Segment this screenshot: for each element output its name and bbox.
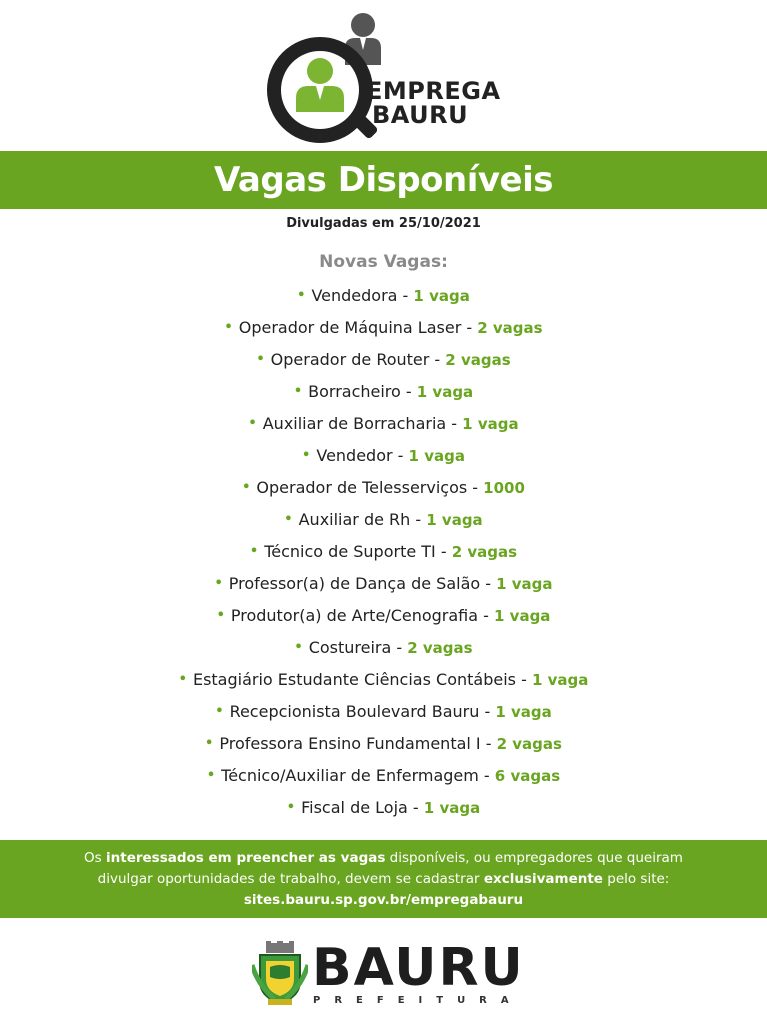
job-item: • Técnico de Suporte TI - 2 vagas [249, 542, 518, 561]
brand-subtitle: PREFEITURA [313, 995, 523, 1006]
bullet-icon: • [242, 480, 251, 495]
bullet-icon: • [206, 768, 216, 783]
prefeitura-brand [0, 936, 767, 1016]
info-bold-text: interessados em preencher as vagas [106, 850, 386, 866]
job-item: • Produtor(a) de Arte/Cenografia - 1 vaga [216, 606, 551, 625]
job-role: Vendedora [311, 286, 398, 305]
job-quantity: 2 vagas [496, 735, 562, 753]
job-item: • Estagiário Estudante Ciências Contábeis - 1 vaga [178, 670, 589, 689]
job-quantity: 1 vaga [496, 575, 553, 593]
job-quantity: 2 vagas [445, 351, 511, 369]
job-role: Operador de Router [270, 350, 430, 369]
bullet-icon: • [248, 416, 257, 431]
job-role: Recepcionista Boulevard Bauru [229, 702, 480, 721]
job-quantity: 1 vaga [416, 383, 474, 401]
bullet-icon: • [249, 544, 259, 559]
info-text: Os [84, 850, 106, 866]
job-item: • Professor(a) de Dança de Salão - 1 vaga [214, 574, 553, 593]
job-quantity: 1 vaga [495, 703, 552, 721]
job-item: • Operador de Telesserviços - 1000 [242, 478, 525, 497]
job-role: Fiscal de Loja [301, 798, 408, 817]
job-role: Operador de Telesserviços [256, 478, 468, 497]
job-role: Professor(a) de Dança de Salão [228, 574, 481, 593]
publish-date: Divulgadas em 25/10/2021 [286, 216, 481, 231]
job-role: Auxiliar de Borracharia [262, 414, 447, 433]
job-role: Auxiliar de Rh [298, 510, 411, 529]
bullet-icon: • [178, 672, 187, 687]
job-role: Professora Ensino Fundamental I [219, 734, 481, 753]
info-line-3 [0, 890, 767, 911]
job-quantity: 1 vaga [426, 511, 483, 529]
job-item: • Auxiliar de Rh - 1 vaga [284, 510, 483, 529]
job-item: • Operador de Máquina Laser - 2 vagas [224, 318, 543, 337]
bullet-icon: • [286, 800, 296, 815]
bullet-icon: • [294, 640, 303, 655]
logo-line-2: BAURU [372, 101, 469, 129]
job-item: • Fiscal de Loja - 1 vaga [286, 798, 481, 817]
job-item: • Vendedora - 1 vaga [297, 286, 470, 305]
bullet-icon: • [302, 448, 311, 463]
bullet-icon: • [297, 288, 306, 303]
job-quantity: 2 vagas [407, 639, 473, 657]
info-line-1 [0, 848, 767, 869]
job-quantity: 1 vaga [408, 447, 465, 465]
job-item: • Professora Ensino Fundamental I - 2 vagas [205, 734, 562, 753]
brand-name: BAURU [312, 938, 525, 998]
info-banner [0, 840, 767, 918]
job-role: Técnico/Auxiliar de Enfermagem [221, 766, 479, 785]
job-quantity: 1 vaga [413, 287, 470, 305]
job-quantity: 1 vaga [462, 415, 519, 433]
job-item: • Recepcionista Boulevard Bauru - 1 vaga [215, 702, 552, 721]
job-item: • Vendedor - 1 vaga [302, 446, 465, 465]
job-role: Borracheiro [308, 382, 401, 401]
job-role: Vendedor [316, 446, 393, 465]
site-link[interactable]: sites.bauru.sp.gov.br/empregabauru [243, 892, 524, 908]
job-role: Técnico de Suporte TI [264, 542, 436, 561]
info-text: pelo site: [602, 871, 670, 887]
logo-line-1: EMPREGA [366, 77, 501, 105]
job-list [0, 282, 767, 826]
logo-wordmark [366, 79, 501, 127]
bullet-icon: • [215, 704, 224, 719]
info-line-2 [0, 869, 767, 890]
job-role: Estagiário Estudante Ciências Contábeis [192, 670, 516, 689]
job-quantity: 1000 [483, 479, 525, 497]
job-item: • Técnico/Auxiliar de Enfermagem - 6 vagas [206, 766, 561, 785]
bullet-icon: • [224, 320, 233, 335]
job-item: • Operador de Router - 2 vagas [256, 350, 511, 369]
job-item: • Auxiliar de Borracharia - 1 vaga [248, 414, 519, 433]
city-crest-icon [252, 941, 308, 1007]
bullet-icon: • [293, 384, 303, 399]
job-quantity: 2 vagas [477, 319, 543, 337]
job-quantity: 1 vaga [423, 799, 481, 817]
job-role: Produtor(a) de Arte/Cenografia [230, 606, 479, 625]
job-item: • Costureira - 2 vagas [294, 638, 473, 657]
title-banner [0, 151, 767, 209]
list-heading: Novas Vagas: [319, 252, 448, 272]
job-quantity: 6 vagas [494, 767, 561, 785]
bullet-icon: • [214, 576, 223, 591]
job-item: • Borracheiro - 1 vaga [293, 382, 474, 401]
job-quantity: 1 vaga [531, 671, 589, 689]
info-text: disponíveis, ou empregadores que queiram [385, 850, 683, 866]
job-quantity: 1 vaga [494, 607, 551, 625]
job-role: Costureira [308, 638, 392, 657]
bullet-icon: • [216, 608, 225, 623]
bullet-icon: • [205, 736, 214, 751]
emprega-bauru-logo [0, 10, 767, 148]
info-text: divulgar oportunidades de trabalho, devem se cadastrar [97, 871, 484, 887]
page-title: Vagas Disponíveis [213, 160, 554, 200]
bullet-icon: • [284, 512, 293, 527]
bullet-icon: • [256, 352, 265, 367]
job-quantity: 2 vagas [451, 543, 518, 561]
job-role: Operador de Máquina Laser [238, 318, 462, 337]
info-bold-text: exclusivamente [483, 871, 603, 887]
